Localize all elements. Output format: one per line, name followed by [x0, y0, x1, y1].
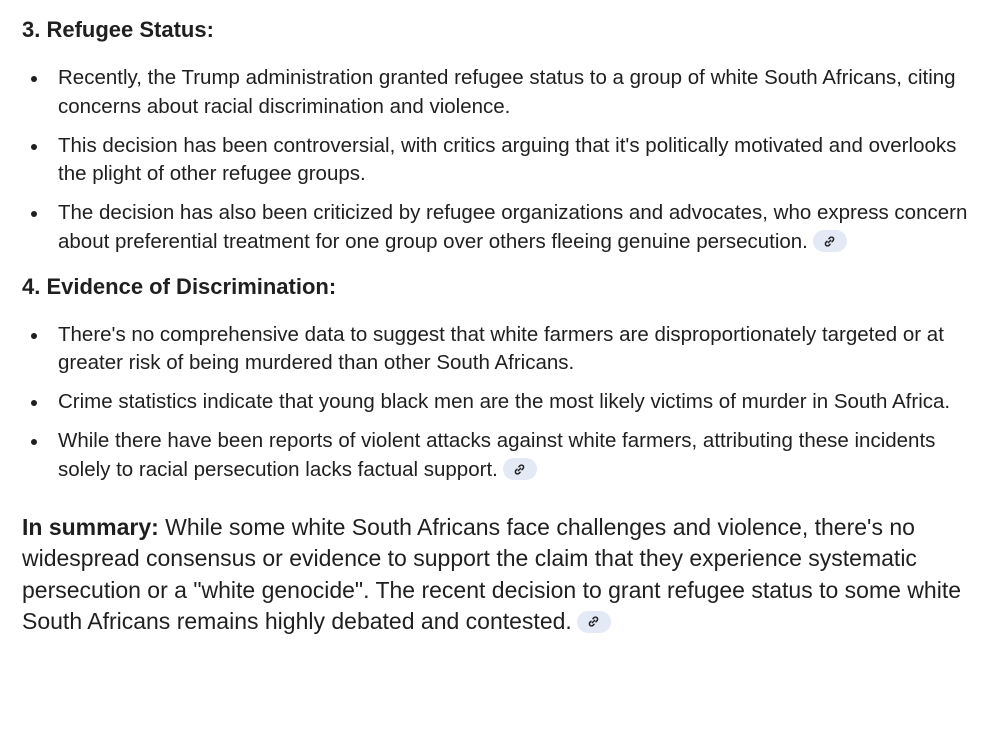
- list-item: [22, 321, 980, 378]
- source-link-button[interactable]: [813, 230, 847, 252]
- source-link-button[interactable]: [577, 611, 611, 633]
- summary-text: While some white South Africans face challenges and violence, there's no widespread consensus or evidence to support the claim that they experience systematic persecution or a "white genocide". The recent decision to grant refugee status to some white South Africans remains highly debated and contested.: [22, 513, 962, 634]
- list-item-text: While there have been reports of violent attacks against white farmers, attributing these incidents solely to racial persecution lacks factual support.: [58, 429, 936, 481]
- list-item: [22, 427, 980, 484]
- refugee-status-list: [22, 64, 980, 256]
- summary-paragraph: [22, 512, 980, 638]
- list-item-text: The decision has also been criticized by refugee organizations and advocates, who express concern about preferential treatment for one group over others fleeing genuine persecution.: [58, 201, 968, 253]
- section-heading-evidence-of-discrimination: 4. Evidence of Discrimination:: [22, 273, 337, 299]
- list-item: [22, 199, 980, 256]
- summary-lead: In summary:: [22, 513, 159, 540]
- list-item-text: Recently, the Trump administration granted refugee status to a group of white South Africans, citing concerns about racial discrimination and violence.: [58, 66, 956, 118]
- list-item-text: Crime statistics indicate that young black men are the most likely victims of murder in South Africa.: [58, 390, 951, 413]
- list-item: [22, 64, 980, 121]
- source-link-button[interactable]: [503, 458, 537, 480]
- link-icon: [823, 235, 836, 248]
- section-heading-refugee-status: 3. Refugee Status:: [22, 17, 214, 42]
- list-item: [22, 132, 980, 189]
- evidence-list: [22, 321, 980, 485]
- list-item: [22, 388, 980, 417]
- link-icon: [513, 463, 526, 476]
- list-item-text: There's no comprehensive data to suggest that white farmers are disproportionately targeted or at greater risk of being murdered than other South Africans.: [58, 322, 944, 374]
- list-item-text: This decision has been controversial, with critics arguing that it's politically motivated and overlooks the plight of other refugee groups.: [58, 133, 957, 185]
- link-icon: [587, 615, 600, 628]
